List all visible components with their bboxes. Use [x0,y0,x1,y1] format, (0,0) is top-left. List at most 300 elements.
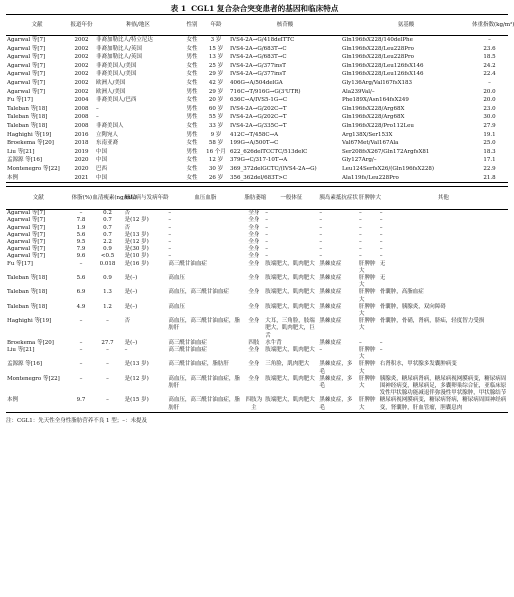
table-cell: – [265,246,268,253]
table-cell: 骨囊肿，骨硝，肾病，脐疝，轻度智力受损 [379,318,485,325]
table-cell: – [79,318,83,325]
table-cell: Gln196fsX228/Leu228Pro [342,54,414,61]
table-cell: 是(12 岁) [124,375,149,382]
table-cell: – [379,339,383,346]
table-cell: 2008 [74,105,89,112]
table1-header-cell: 文献 [6,15,68,36]
table-cell: 23.6 [483,45,496,52]
table-cell: – [168,246,172,253]
table-cell: Fu 等[17] [7,97,33,104]
table-row [6,122,508,131]
table-cell: Gln196fsX228/Arg68X [342,105,405,112]
table-cell: 是(12 岁) [124,238,149,245]
table-cell: 男性 [186,88,198,95]
table-cell: 男性 [186,54,198,61]
table-cell: – [79,339,83,346]
table-cell: 20 岁 [208,97,224,104]
table-cell: – [358,231,362,238]
table-cell: – [358,238,362,245]
clinical-table [6,186,508,413]
table-cell: Gln196fsX228/Leu228Pro [342,45,414,52]
table-cell: – [168,224,172,231]
table-row [6,96,508,105]
table-row [6,376,508,398]
table-cell: – [319,238,323,245]
table-cell: 9.7 [76,397,86,404]
table-row [6,275,508,289]
table-cell: 716C→T/916G→G(3'UTR) [230,88,301,95]
table-cell: 骨囊肿，胰腺炎，双向障碍 [379,303,446,310]
table-cell: 2008 [74,122,89,129]
table-cell: 否 [124,224,131,231]
table-cell: 肝脾肿大 [358,397,376,411]
table-cell: Agarwal 等[7] [7,54,46,61]
table-cell: 高血压 [168,303,185,310]
table-cell: 本例 [7,174,19,181]
table-cell: – [79,346,83,353]
table-cell: 42 岁 [208,79,224,86]
table-cell: – [358,217,362,224]
table-cell: – [265,238,268,245]
table-cell: – [79,361,83,368]
table-cell: 18.5 [483,54,496,61]
table-cell: 2021 [74,174,89,181]
table-cell: 女性 [186,97,198,104]
table-cell: – [265,253,268,260]
table2-header-cell: 脂肪萎缩 [243,187,264,210]
table-cell: 巴西 [96,165,108,172]
table-cell: IVS4-2A→G/335C→T [230,122,287,129]
table-cell: Taleban 等[18] [7,122,48,129]
table-cell: 60 岁 [208,105,224,112]
table-cell: 全身 [248,217,260,224]
table-cell: – [358,246,362,253]
table-cell: 2004 [74,97,89,104]
table-cell: 0.7 [103,217,112,224]
table-cell: 是(–) [124,274,138,281]
table1-header-cell: 氨基酸 [341,15,471,36]
table-cell: 肢端肥大，肌肉肥大 [265,303,315,310]
table-cell: Agarwal 等[7] [7,79,46,86]
table-cell: 379G→C/317-10T→A [230,157,288,164]
table-cell: Ala119fs/Leu228Pro [342,174,399,181]
table-cell: 17.1 [483,157,496,164]
table-cell: – [358,210,362,217]
table-cell: – [79,375,83,382]
table-cell: 9 岁 [210,131,222,138]
table-cell: Gln196fsX228/Leu126fsX146 [342,62,424,69]
table-cell: 是(10 岁) [124,253,149,260]
table-cell: 2002 [74,79,89,86]
table-cell: 肝脾肿大 [358,260,376,274]
table-cell: 中国 [96,148,108,155]
table-cell: – [319,253,323,260]
table-cell: 2002 [74,71,89,78]
table-cell: 非裔加勒比人/英国 [96,54,142,61]
table-cell: 2019 [74,148,89,155]
table-cell: 21.8 [483,174,496,181]
table-cell: – [168,238,172,245]
table-cell: 是(12 岁) [124,217,149,224]
table-cell: Gln196fsX228/Leu126fsX146 [342,71,424,78]
table-cell: Broekema 等[20] [7,339,54,346]
table-cell: Gln196fsX228/140delPhe [342,37,413,43]
table2-header-cell: 胰岛素抵抗症状 [318,187,358,210]
table-cell: 2002 [74,45,89,52]
table1-header-cell: 年龄 [203,15,229,36]
table-cell: 2002 [74,54,89,61]
table-cell: 欧洲人/美国 [96,88,126,95]
table-cell: 7.8 [76,217,86,224]
table-cell: 19.1 [483,131,496,138]
table-row [6,225,508,232]
table-cell: 大耳，三角脸，肢端肥大，肌肉肥大，巨舌 [265,318,315,339]
table-row [6,36,508,45]
table-cell: 全身 [248,238,260,245]
table-cell: Agarwal 等[7] [7,217,46,224]
table-cell: 0.2 [103,210,112,217]
table-cell: 本例 [7,397,19,404]
table-cell: 全身 [248,231,260,238]
table-cell: 33 岁 [208,122,224,129]
table-cell: 黑棘皮症 [319,318,342,325]
table-row [6,318,508,340]
table-cell: Agarwal 等[7] [7,71,46,78]
table-cell: – [319,231,323,238]
table-cell: – [265,231,268,238]
table-cell: Agarwal 等[7] [7,224,46,231]
table-cell: Leu124SerfsX26/(Gln196fsX228) [342,165,434,172]
table-cell: 男性 [186,114,198,121]
table-cell: 欧洲人/美国 [96,79,126,86]
table-cell: 18.3 [483,148,496,155]
table-cell: – [379,253,383,260]
table-row [6,113,508,122]
table-cell: 30 岁 [208,165,224,172]
table-cell: 636C→A/IVS5-1G→C [230,97,288,104]
table-row [6,70,508,79]
table-cell: Agarwal 等[7] [7,37,46,43]
table-cell: 5.6 [76,274,86,281]
table-cell: 四肢为主 [245,397,263,411]
table-cell: 水牛背 [265,339,282,346]
table-cell: 黑棘皮症 [319,339,342,346]
table-cell: Gln196fsX228/Pro112Leu [342,122,414,129]
table-cell: 女性 [186,79,198,86]
table-cell: Ser208fsX267/Gln172ArgfsX81 [342,148,430,155]
table-cell: Gly127Arg/– [342,157,377,164]
table-cell: 是(13 岁) [124,361,149,368]
table-cell: Haghighi 等[19] [7,318,52,325]
table-cell: Taleban 等[18] [7,289,48,296]
table-cell: – [79,260,83,267]
table-cell: – [379,238,383,245]
table-cell: 黑棘皮症 [319,289,342,296]
table-cell: 0.7 [103,224,112,231]
table-cell: 是(30 岁) [124,246,149,253]
table-cell: 中国 [96,174,108,181]
table-row [6,53,508,62]
table-row [6,148,508,157]
table-cell: 是(16 岁) [124,260,149,267]
table-cell: 三角脸，肌肉肥大 [265,361,310,368]
table-cell: – [265,210,268,217]
table-cell: – [96,114,99,121]
table-cell: 高血压，高三酰甘油血症，脂肪肝 [168,318,240,332]
table-cell: 199G→A/500T→C [230,140,279,147]
table-cell: Agarwal 等[7] [7,45,46,52]
table-cell: 肝脾肿大 [358,318,376,332]
table-number: 表 1 [170,4,187,13]
table-title [6,3,508,14]
table-cell: 非裔美国人/巴西 [96,97,137,104]
table-cell: Agarwal 等[7] [7,238,46,245]
table-cell: 黑棘皮症，多毛 [319,361,353,375]
table-cell: – [488,79,491,86]
table1-header-cell: 性别 [181,15,203,36]
table-cell: 否 [124,318,131,325]
table-cell: 全身 [248,375,260,382]
table-cell: 黑棘皮症 [319,274,342,281]
table-cell: 右肾积水，甲状腺多发囊肿病变 [379,361,457,368]
table-cell: Gln196fsX228/Arg68X [342,114,405,121]
table-cell: – [379,224,383,231]
table-cell: – [168,253,172,260]
table-cell: Agarwal 等[7] [7,231,46,238]
table-cell: 是(–) [124,289,138,296]
table-cell: 骨囊肿，高脂血症 [379,289,424,296]
table-cell: – [168,231,172,238]
table-cell: 全身 [248,224,260,231]
table-cell: 4.9 [76,303,86,310]
table-caption: CGL1 复合杂合突变患者的基因和临床特点 [191,4,339,13]
table-cell: – [106,397,109,404]
table-cell: Broekema 等[20] [7,140,54,147]
table1-header-cell: 核苷酸 [229,15,341,36]
table-row [6,289,508,303]
table-row [6,397,508,412]
table-cell: – [96,105,99,112]
table1-header-cell: 种族/地区 [95,15,181,36]
table-cell: 肝脾肿大 [358,346,376,361]
table-cell: 2.2 [103,238,112,245]
table-cell: 肢端肥大，肌肉肥大 [265,289,315,296]
table-cell: – [358,339,362,346]
table-footnote: 注：CGL1：先天性全身性脂肪营养不良 1 型；–：未提及 [6,417,148,424]
table-cell: 16 个月 [206,148,226,155]
table-cell: 黑棘皮症，多毛 [319,375,353,389]
table-cell: 2018 [74,140,89,147]
table-cell: 30.0 [483,114,496,121]
table-cell: 29 岁 [208,88,224,95]
table-cell: 6.9 [76,289,86,296]
table-cell: IVS4-2A→G/683T→C [230,54,287,61]
table-cell: 孟源源 等[16] [7,361,43,368]
table-cell: Taleban 等[18] [7,274,48,281]
table-cell: 是(15 岁) [124,397,149,404]
table2-header-cell: 血清瘦素(ng/mL) [91,187,123,210]
table-cell: 黑棘皮症 [319,260,342,267]
table-cell: – [379,217,383,224]
table-row [6,156,508,165]
table-cell: 全身 [248,260,260,267]
table-row [6,174,508,183]
table-cell: 是(–) [124,303,138,310]
table-cell: 肢端肥大，肌肉肥大 [265,274,315,281]
table-cell: IVS4-2A→G/377insT [230,71,286,78]
table-cell: 肝脾肿大 [358,274,376,289]
table-cell: 27.9 [483,122,496,129]
table-cell: Phe189X/Asn164fsX249 [342,97,409,104]
table-cell: 1.9 [76,224,86,231]
table-cell: IVS4-2A→G/377insT [230,62,286,69]
table-row [6,105,508,114]
table-cell: 12 岁 [208,157,224,164]
table-cell: 非裔美国人 [96,122,124,129]
table-row [6,232,508,239]
table-cell: 女性 [186,71,198,78]
table-cell: 7.9 [76,246,86,253]
table-cell: 高三酰甘油血症，脂肪肝 [168,361,229,368]
table-cell: 1.3 [103,289,112,296]
table-cell: 高三酰甘油血症 [168,346,207,353]
table-cell: Montenegro 等[22] [7,375,60,382]
table-cell: Liu 等[21] [7,346,35,353]
table-cell: 20.0 [483,97,496,104]
table-cell: – [379,246,383,253]
table-cell: 高三酰甘油血症 [168,339,207,346]
table-cell: 男性 [186,105,198,112]
table-row [6,253,508,260]
table-cell: 412C→T/458C→A [230,131,279,138]
table-cell: IVS4-2A→G/202C→T [230,114,287,121]
table-cell: 东南亚裔 [96,140,119,147]
table-cell: Gly136Arg/Val167fsX183 [342,79,413,86]
table-cell: 2002 [74,88,89,95]
table-cell: Val67Met/Val167Ala [342,140,399,147]
table-cell: – [79,210,83,217]
table-cell: 26 岁 [208,174,224,181]
table-cell: 肢端肥大，肌肉肥大 [265,346,315,353]
table-cell: 20.0 [483,88,496,95]
table-cell: 糖尿病视网膜病变，糖尿病肾病，糖尿病周围神经病变，肾囊肿，肝血管瘤，胆囊息肉 [379,397,507,411]
table-cell: – [124,346,128,353]
table-cell: 立陶宛人 [96,131,119,138]
table-cell: – [106,346,109,353]
table-cell: 男性 [186,148,198,155]
table-row [6,79,508,88]
table-cell: – [379,210,383,217]
table-cell: 55 岁 [208,114,224,121]
table-cell: 9.6 [76,253,86,260]
table-cell: 全身 [248,210,260,217]
table-cell: – [379,346,383,353]
table2-header-cell: 其他 [379,187,508,210]
table-cell: Taleban 等[18] [7,105,48,112]
table-cell: 356_362del/683T>C [230,174,288,181]
table-cell: 27.7 [101,339,114,346]
table-cell: Taleban 等[18] [7,114,48,121]
table-cell: 是(–) [124,339,138,346]
table-cell: 男性 [186,131,198,138]
table-cell: 女性 [186,122,198,129]
table-cell: Ala239Val/– [342,88,375,95]
table-cell: 2020 [74,157,89,164]
table-cell: 29 岁 [208,71,224,78]
table-cell: 全身 [248,303,260,310]
table2-header-cell: 肝脾肿大 [358,187,379,210]
table1-header-cell: 报道年份 [68,15,95,36]
table-cell: Agarwal 等[7] [7,88,46,95]
table-cell: 高血压，高三酰甘油血症 [168,289,229,296]
table-cell: 25.0 [483,140,496,147]
table-cell: 23.0 [483,105,496,112]
table-cell: Taleban 等[18] [7,303,48,310]
table2-header-cell: 糖尿病与发病年龄 [124,187,168,210]
table-cell: – [379,231,383,238]
table-cell: 2016 [74,131,89,138]
table-cell: 是(13 岁) [124,231,149,238]
table-cell: 四肢 [248,339,260,346]
table-cell: – [168,217,172,224]
table2-header-cell: 文献 [6,187,71,210]
table-row [6,347,508,361]
table-row [6,340,508,347]
table-cell: IVS4-2A→G/418delTTC [230,37,295,43]
table-cell: Agarwal 等[7] [7,246,46,253]
table-cell: – [358,253,362,260]
table-cell: 肝脾肿大 [358,375,376,389]
table-cell: 24.2 [483,62,496,69]
table-cell: 女性 [186,165,198,172]
table1-header-cell: 体重指数(kg/m²) [471,15,508,36]
table-cell: 女性 [186,37,198,43]
table-cell: 高三酰甘油血症 [168,260,207,267]
table-row [6,361,508,375]
table-cell: 1.2 [103,303,112,310]
table-cell: 无 [379,274,386,281]
table-cell: 女性 [186,174,198,181]
table-cell: – [319,346,323,353]
table-cell: – [106,375,109,382]
table2-header-cell: 体脂(%) [71,187,92,210]
table-cell: 女性 [186,62,198,69]
table-cell: Fu 等[17] [7,260,33,267]
table-cell: 女性 [186,140,198,147]
table-cell: – [265,217,268,224]
table-cell: 2002 [74,62,89,69]
table-cell: 全身 [248,318,260,325]
table-cell: Agarwal 等[7] [7,253,46,260]
table-cell: 全身 [248,346,260,353]
table-row [6,45,508,54]
table-cell: IVS4-2A→G/683T→C [230,45,287,52]
table-cell: 无 [379,260,386,267]
table-cell: – [106,361,109,368]
table-cell: 全身 [248,289,260,296]
table-cell: Liu 等[21] [7,148,35,155]
table-cell: Arg138X/Ser153X [342,131,393,138]
table-cell: 黑棘皮症，多毛 [319,397,353,411]
table-row [6,261,508,275]
table-cell: 25 岁 [208,62,224,69]
table-row [6,131,508,140]
clinical-table-header [6,187,508,210]
genetic-table-header [6,15,508,36]
table-cell: 肝脾肿大 [358,361,376,375]
table-cell: 3 岁 [210,37,222,43]
table-cell: 2002 [74,37,89,43]
